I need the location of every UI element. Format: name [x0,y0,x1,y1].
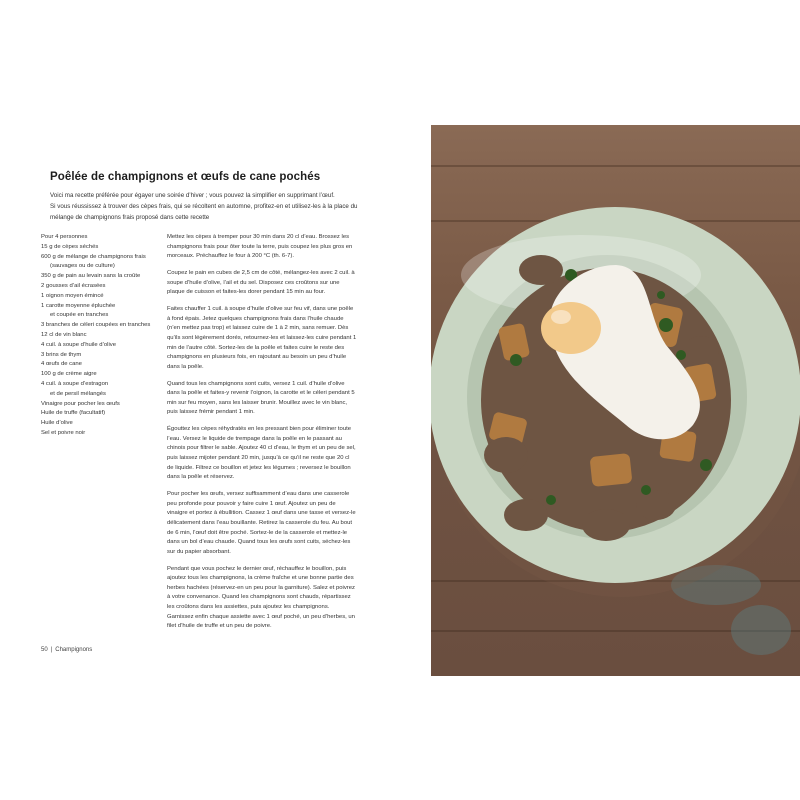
crouton [590,453,633,487]
method-steps [167,233,357,639]
page-number: 50 [41,647,48,653]
ingredient-item: et de persil mélangés [50,390,106,397]
mushroom-cap [636,490,676,520]
herb-sprinkle [657,291,665,299]
page-footer [41,647,92,653]
ingredient-item: 100 g de crème aigre [41,371,97,378]
method-step: Quand tous les champignons sont cuits, versez 1 cuil. d’huile d’olive dans la poêle et faites-y revenir l’oignon, la carotte et le céleri pendant 5 min sur feu moyen, sans les laisser brunir. Mouillez avec le vin blanc, puis laissez frémir pendant 1 min. [167,380,355,416]
ingredient-item: Sel et poivre noir [41,429,86,436]
dish-photo [431,125,800,676]
ingredient-item: Pour 4 personnes [41,234,88,240]
herb-sprinkle [659,318,673,332]
ingredient-item: 1 oignon moyen émincé [41,292,104,299]
herb-sprinkle [676,350,686,360]
mushroom-cap [504,499,548,531]
ingredient-item: 12 cl de vin blanc [41,331,87,338]
ingredient-item: 4 œufs de cane [41,361,82,368]
ingredient-item: 3 branches de céleri coupées en tranches [41,322,151,329]
method-step: Égouttez les cèpes réhydratés en les pressant bien pour éliminer toute l’eau. Versez le liquide de trempage dans la poêle en le passant au chinois pour filtrer le sable. Ajoutez 40 cl d’eau, le thym et un peu de sel, puis laissez mijoter pendant 20 min, jusqu’à ce qu’il ne reste que 20 cl de liquide. Filtrez ce bouillon et jetez les légumes ; reversez le bouillon dans la poêle et réservez. [167,426,356,481]
ingredient-item: Huile d’olive [41,420,73,427]
herb-sprinkle [546,495,556,505]
egg-yolk [541,302,601,354]
intro-paragraph: Voici ma recette préférée pour égayer une soirée d’hiver ; vous pouvez la simplifier en supprimant l’œuf. [50,192,335,199]
footer-separator: | [50,647,53,653]
ingredient-item: 2 gousses d’ail écrasées [41,282,106,289]
ingredient-item: Vinaigre pour pocher les œufs [41,400,120,407]
ingredient-list [41,233,161,439]
ingredient-item: 4 cuil. à soupe d’estragon [41,380,109,387]
ingredient-item: 350 g de pain au levain sans la croûte [41,273,141,280]
section-name: Champignons [55,647,93,653]
ingredient-item: 1 carotte moyenne épluchée [41,302,116,309]
intro-paragraph: Si vous réussissez à trouver des cèpes frais, qui se récoltent en automne, profitez-en et utilisez-les à la place du mélange de champignons frais proposé dans cette recette [50,203,358,221]
method-step: Pour pocher les œufs, versez suffisamment d’eau dans une casserole peu profonde pour pouvoir y faire cuire 1 œuf. Ajoutez un peu de vinaigre et portez à ébullition. Cassez 1 œuf dans une tasse et versez-le délicatement dans l’eau bouillante. Retirez la casserole du feu. Au bout de 6 min, l’œuf doit être poché. Sortez-le de la casserole et mettez-le dans un bol d’eau chaude. Quand tous les œufs sont cuits, séchez-les sur du papier absorbant. [167,491,356,555]
recipe-title: Poêlée de champignons et œufs de cane pochés [50,171,321,183]
yolk-highlight [551,310,571,324]
ingredient-item: Huile de truffe (facultatif) [41,410,106,417]
mushroom-cap [484,437,528,473]
method-step: Faites chauffer 1 cuil. à soupe d’huile d’olive sur feu vif, dans une poêle à fond épais. Jetez quelques champignons frais dans l’huile chaude (n’en mettez pas trop) et laissez cuire de 1 à 2 min, sans remuer. Dès qu’ils sont légèrement dorés, retournez-les et laissez-les cuire pendant 1 min de l’autre côté. Sortez-les de la poêle et faites cuire le reste des champignons en plusieurs fois, en rajoutant au besoin un peu d’huile dans la poêle. [167,306,357,370]
recipe-intro [50,190,382,223]
ingredient-item: 15 g de cèpes séchés [41,243,99,250]
mushroom-cap [519,255,563,285]
ingredient-item: 4 cuil. à soupe d’huile d’olive [41,341,116,348]
ingredient-item: 600 g de mélange de champignons frais [41,253,146,260]
plate-illustration [431,125,800,676]
herb-sprinkle [510,354,522,366]
method-step: Pendant que vous pochez le dernier œuf, réchauffez le bouillon, puis ajoutez tous les champignons, la crème fraîche et une bonne partie des herbes hachées (réservez-en un peu pour la garniture). Salez et poivrez à votre convenance. Quand les champignons sont chauds, répartissez les croûtons dans les assiettes, puis ajoutez les champignons. Garnissez enfin chaque assiette avec 1 œuf poché, un peu d’herbes, un filet d’huile de truffe et un peu de poivre. [167,565,355,630]
mushroom-cap [582,509,630,541]
ingredient-item: et coupée en tranches [50,312,109,319]
ingredient-item: (sauvages ou de culture) [50,263,115,270]
mushroom-cap [683,336,719,364]
ingredient-item: 3 brins de thym [41,351,82,358]
method-step: Mettez les cèpes à tremper pour 30 min dans 20 cl d’eau. Brossez les champignons frais pour ôter toute la terre, puis coupez les plus gros en morceaux. Préchauffez le four à 200 °C (th. 6-7). [167,234,353,260]
herb-sprinkle [700,459,712,471]
method-step: Coupez le pain en cubes de 2,5 cm de côté, mélangez-les avec 2 cuil. à soupe d’huile d’olive, l’ail et du sel. Disposez ces croûtons sur une plaque de cuisson et faites-les dorer pendant 15 min au four. [167,270,355,296]
herb-sprinkle [641,485,651,495]
